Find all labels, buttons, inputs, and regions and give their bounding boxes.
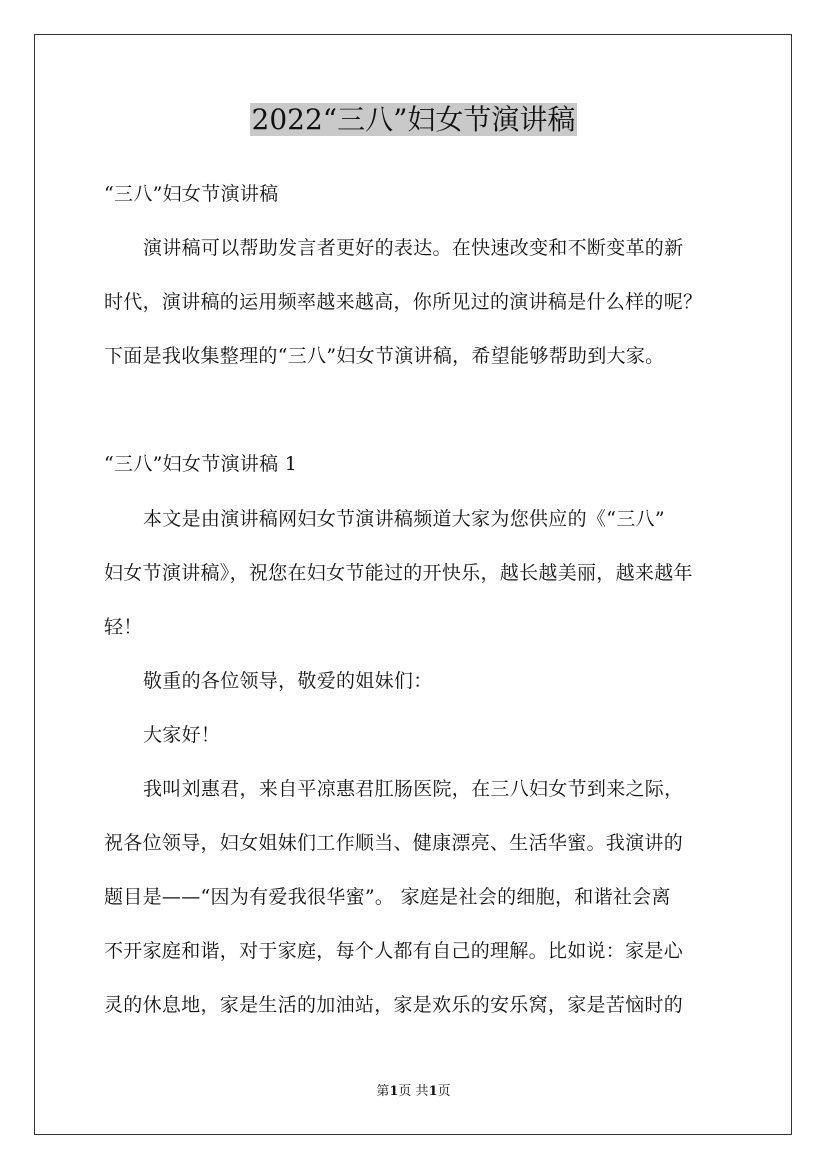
paragraph-line: 我叫刘惠君，来自平凉惠君肛肠医院，在三八妇女节到来之际， bbox=[143, 778, 684, 800]
document-title-text: 2022“三八”妇女节演讲稿 bbox=[251, 103, 576, 136]
page-suffix: 页 bbox=[437, 1084, 451, 1099]
section-heading: “三八”妇女节演讲稿 bbox=[104, 183, 279, 205]
paragraph-line: 不开家庭和谐，对于家庭，每个人都有自己的理解。比如说：家是心 bbox=[104, 940, 684, 962]
paragraph-line: 本文是由演讲稿网妇女节演讲稿频道大家为您供应的《“三八” bbox=[143, 508, 665, 530]
paragraph-line: 题目是——“因为有爱我很华蜜”。 家庭是社会的细胞，和谐社会离 bbox=[104, 886, 671, 908]
paragraph-line: 祝各位领导，妇女姐妹们工作顺当、健康漂亮、生活华蜜。我演讲的 bbox=[104, 832, 684, 854]
page-total: 1 bbox=[428, 1084, 438, 1099]
salutation-line: 敬重的各位领导，敬爱的姐妹们： bbox=[143, 670, 433, 692]
paragraph-line: 轻！ bbox=[104, 616, 143, 638]
paragraph-line: 灵的休息地，家是生活的加油站，家是欢乐的安乐窝，家是苦恼时的 bbox=[104, 994, 684, 1016]
page-prefix: 第 bbox=[376, 1084, 390, 1099]
paragraph-line: 时代，演讲稿的运用频率越来越高，你所见过的演讲稿是什么样的呢？ bbox=[104, 291, 703, 313]
paragraph-line: 演讲稿可以帮助发言者更好的表达。在快速改变和不断变革的新 bbox=[143, 237, 684, 259]
paragraph-line: 妇女节演讲稿》，祝您在妇女节能过的开快乐，越长越美丽，越来越年 bbox=[104, 562, 693, 584]
greeting-line: 大家好！ bbox=[143, 724, 221, 746]
page-footer bbox=[0, 1083, 827, 1101]
document-title bbox=[0, 100, 827, 140]
section-heading: “三八”妇女节演讲稿 1 bbox=[104, 453, 298, 475]
paragraph-line: 下面是我收集整理的“三八”妇女节演讲稿，希望能够帮助到大家。 bbox=[104, 345, 665, 367]
page-current: 1 bbox=[389, 1084, 399, 1099]
page-middle: 页 共 bbox=[398, 1084, 429, 1099]
